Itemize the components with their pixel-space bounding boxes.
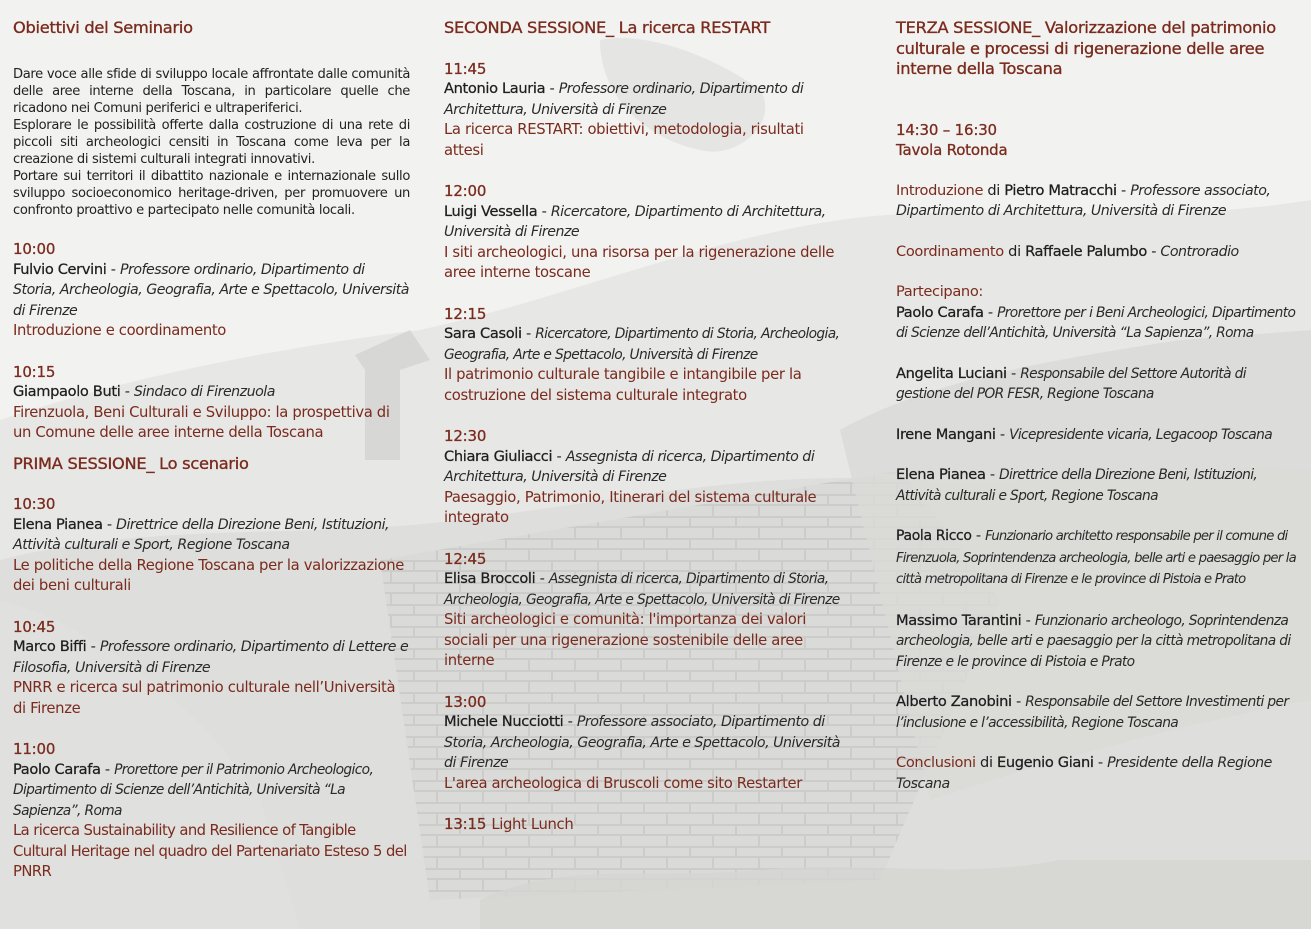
speaker-role: Controradio (1160, 243, 1239, 260)
item-time: 14:30 – 16:30 (896, 120, 997, 139)
program-item (13, 617, 410, 720)
speaker-line (13, 382, 410, 403)
speaker-name: Paolo Carafa (13, 760, 101, 778)
separator: - (86, 638, 100, 656)
speaker-name: Alberto Zanobini (896, 693, 1012, 710)
speaker-role: Prorettore per il Patrimonio Archeologico, Dipartimento di Scienze dell’Antichità, Università “La Sapienza”, Roma (13, 761, 374, 819)
speaker-role: Assegnista di ricerca, Dipartimento di Architettura, Università di Firenze (444, 448, 815, 485)
speaker-name: Fulvio Cervini (13, 260, 107, 278)
talk-topic: L'area archeologica di Bruscoli come sito Restarter (444, 774, 803, 792)
speaker-name: Irene Mangani (896, 425, 996, 443)
program-item (13, 739, 410, 883)
separator: - (106, 260, 120, 278)
objective-1: Dare voce alle sfide di sviluppo locale affrontate dalle comunità delle aree interne della Toscana, in particolare quelle che ricadono nei Comuni periferici e ultraperiferici. (13, 66, 410, 116)
di-text: di (980, 754, 993, 771)
conclusions-label: Conclusioni (896, 754, 976, 771)
separator: - (1011, 693, 1026, 710)
separator: - (1006, 364, 1021, 382)
round-table-label: Tavola Rotonda (896, 141, 1008, 159)
talk-topic: Paesaggio, Patrimonio, Itinerari del sistema culturale integrato (444, 488, 817, 526)
program-item (444, 426, 844, 529)
separator: - (552, 447, 566, 465)
speaker-line (444, 79, 844, 120)
introduction-label: Introduzione (896, 181, 984, 199)
speaker-role: Vicepresidente vicaria, Legacoop Toscana (1009, 426, 1272, 443)
speaker-role: Ricercatore, Dipartimento di Storia, Archeologia, Geografia, Arte e Spettacolo, Università di Firenze (444, 326, 840, 363)
speaker-name: Eugenio Giani (996, 754, 1094, 771)
participant (896, 526, 1296, 591)
speaker-line (13, 637, 410, 678)
talk-topic: Introduzione e coordinamento (13, 322, 227, 340)
item-time: 12:45 (444, 549, 487, 568)
conclusions-line (896, 753, 1296, 794)
separator: - (985, 466, 1000, 483)
round-table-header (896, 120, 1296, 161)
separator: - (545, 80, 559, 97)
speaker-name: Elisa Broccoli (444, 570, 536, 587)
item-time: 10:15 (13, 362, 56, 381)
speaker-line (444, 569, 844, 610)
speaker-role: Prorettore per i Beni Archeologici, Dipartimento di Scienze dell’Antichità, Università “La Sapienza”, Roma (896, 304, 1296, 341)
separator: - (521, 325, 536, 342)
speaker-line (13, 515, 410, 556)
participant (896, 692, 1296, 733)
lunch-label: Light Lunch (491, 816, 574, 833)
speaker-role: Funzionario architetto responsabile per il comune di Firenzuola, Soprintendenza archeologia, belle arti e paesaggio per la città metropolitana di Firenze e le province di Pistoia e Prato (896, 529, 1296, 587)
speaker-role: Assegnista di ricerca, Dipartimento di Storia, Archeologia, Geografia, Arte e Spettacolo, Università di Firenze (444, 571, 840, 608)
speaker-role: Sindaco di Firenzuola (133, 384, 275, 401)
item-time: 12:00 (444, 182, 487, 200)
speaker-line (13, 760, 410, 822)
speaker-role: Professore ordinario, Dipartimento di Storia, Archeologia, Geografia, Arte e Spettacolo, Università di Firenze (13, 261, 409, 319)
participant (896, 425, 1296, 446)
program-item (444, 692, 844, 795)
item-time: 10:30 (13, 495, 56, 514)
speaker-role: Funzionario archeologo, Soprintendenza archeologia, belle arti e paesaggio per la città metropolitana di Firenze e le province di Pistoia e Prato (896, 612, 1291, 670)
talk-topic: La ricerca Sustainability and Resilience of Tangible Cultural Heritage nel quadro del Partenariato Esteso 5 del PNRR (13, 822, 407, 881)
speaker-name: Antonio Lauria (444, 80, 546, 97)
speaker-role: Responsabile del Settore Autorità di gestione del POR FESR, Regione Toscana (896, 365, 1246, 402)
column-second-session (444, 18, 844, 836)
speaker-name: Sara Casoli (444, 325, 522, 342)
speaker-line (444, 324, 844, 365)
coordination-label: Coordinamento (896, 242, 1004, 260)
speaker-name: Massimo Tarantini (896, 611, 1022, 629)
speaker-name: Michele Nucciotti (444, 713, 564, 730)
item-time: 12:15 (444, 304, 487, 323)
speaker-name: Marco Biffi (13, 638, 87, 656)
talk-topic: Firenzuola, Beni Culturali e Sviluppo: la prospettiva di un Comune delle aree interne della Toscana (13, 403, 390, 442)
participant (896, 364, 1296, 405)
speaker-line (444, 202, 844, 243)
speaker-name: Elena Pianea (896, 466, 986, 483)
di-text: di (1008, 242, 1021, 260)
objectives-text (13, 66, 410, 220)
separator: - (535, 570, 549, 587)
program-item (13, 362, 410, 444)
speaker-role: Professore ordinario, Dipartimento di Architettura, Università di Firenze (444, 81, 804, 118)
separator: - (971, 527, 986, 544)
objectives-title: Obiettivi del Seminario (13, 18, 193, 37)
speaker-name: Paola Ricco (896, 528, 972, 544)
speaker-name: Paolo Carafa (896, 303, 984, 321)
speaker-line (444, 712, 844, 774)
speaker-role: Ricercatore, Dipartimento di Architettura, Università di Firenze (444, 203, 826, 240)
speaker-name: Giampaolo Buti (13, 383, 121, 401)
program-item (444, 304, 844, 407)
introduction-line (896, 181, 1296, 222)
program-item (13, 494, 410, 597)
separator: - (1116, 181, 1131, 199)
item-time: 10:00 (13, 240, 56, 259)
item-time: 11:45 (444, 59, 487, 78)
item-time: 10:45 (13, 617, 56, 636)
item-time: 13:00 (444, 692, 487, 711)
speaker-name: Pietro Matracchi (1004, 181, 1117, 199)
separator: - (563, 713, 577, 730)
participants-label: Partecipano: (896, 283, 983, 300)
speaker-role: Responsabile del Settore Investimenti per l’inclusione e l’accessibilità, Regione Toscana (896, 694, 1289, 731)
separator: - (1093, 754, 1108, 771)
separator: - (102, 515, 117, 533)
program-item (444, 549, 844, 672)
item-time: 11:00 (13, 740, 56, 759)
program-item (444, 181, 844, 284)
separator: - (1146, 242, 1161, 260)
talk-topic: Il patrimonio culturale tangibile e intangibile per la costruzione del sistema culturale integrato (444, 366, 802, 404)
separator: - (1021, 611, 1035, 629)
talk-topic: La ricerca RESTART: obiettivi, metodologia, risultati attesi (444, 121, 804, 159)
separator: - (120, 383, 134, 401)
lunch-item (444, 814, 844, 836)
speaker-line (13, 260, 410, 322)
speaker-role: Direttrice della Direzione Beni, Istituzioni, Attività culturali e Sport, Regione Toscana (896, 467, 1258, 504)
speaker-name: Chiara Giuliacci (444, 447, 553, 465)
column-objectives (13, 18, 410, 883)
separator: - (100, 760, 115, 778)
talk-topic: PNRR e ricerca sul patrimonio culturale nell’Università di Firenze (13, 679, 396, 717)
speaker-role: Presidente della Regione Toscana (896, 755, 1272, 792)
speaker-name: Angelita Luciani (896, 364, 1007, 382)
speaker-role: Professore ordinario, Dipartimento di Lettere e Filosofia, Università di Firenze (13, 639, 409, 676)
objective-3: Portare sui territori il dibattito nazionale e internazionale sullo sviluppo socioeconomico heritage-driven, per promuovere un confronto proattivo e partecipato nelle comunità locali. (13, 169, 410, 219)
session-title: PRIMA SESSIONE_ Lo scenario (13, 453, 249, 473)
lunch-time: 13:15 (444, 815, 487, 833)
objective-2: Esplorare le possibilità offerte dalla costruzione di una rete di piccoli siti archeologici censiti in Toscana come leva per la creazione di sistemi culturali integrati innovativi. (13, 117, 410, 167)
session-title: SECONDA SESSIONE_ La ricerca RESTART (444, 18, 770, 37)
participant (896, 465, 1296, 506)
program-item (444, 59, 844, 162)
talk-topic: Siti archeologici e comunità: l'importanza dei valori sociali per una rigenerazione sostenibile delle aree interne (444, 611, 807, 669)
separator: - (983, 303, 998, 321)
speaker-name: Luigi Vessella (444, 202, 538, 220)
participant (896, 611, 1296, 673)
separator: - (995, 425, 1010, 443)
speaker-line (444, 447, 844, 488)
talk-topic: Le politiche della Regione Toscana per la valorizzazione dei beni culturali (13, 556, 405, 595)
speaker-name: Elena Pianea (13, 515, 103, 533)
session-title: TERZA SESSIONE_ Valorizzazione del patrimonio culturale e processi di rigenerazione delle aree interne della Toscana (896, 18, 1276, 78)
speaker-role: Professore associato, Dipartimento di Storia, Archeologia, Geografia, Arte e Spettacolo, Università di Firenze (444, 714, 840, 771)
speaker-role: Professore associato, Dipartimento di Architettura, Università di Firenze (896, 182, 1271, 219)
speaker-role: Direttrice della Direzione Beni, Istituzioni, Attività culturali e Sport, Regione Toscana (13, 516, 390, 554)
talk-topic: I siti archeologici, una risorsa per la rigenerazione delle aree interne toscane (444, 243, 835, 281)
program-item (13, 239, 410, 342)
item-time: 12:30 (444, 427, 487, 445)
separator: - (537, 202, 551, 220)
column-third-session (896, 18, 1296, 794)
di-text: di (987, 181, 1000, 199)
coordination-line (896, 242, 1296, 263)
participant (896, 303, 1296, 344)
speaker-name: Raffaele Palumbo (1025, 242, 1147, 260)
